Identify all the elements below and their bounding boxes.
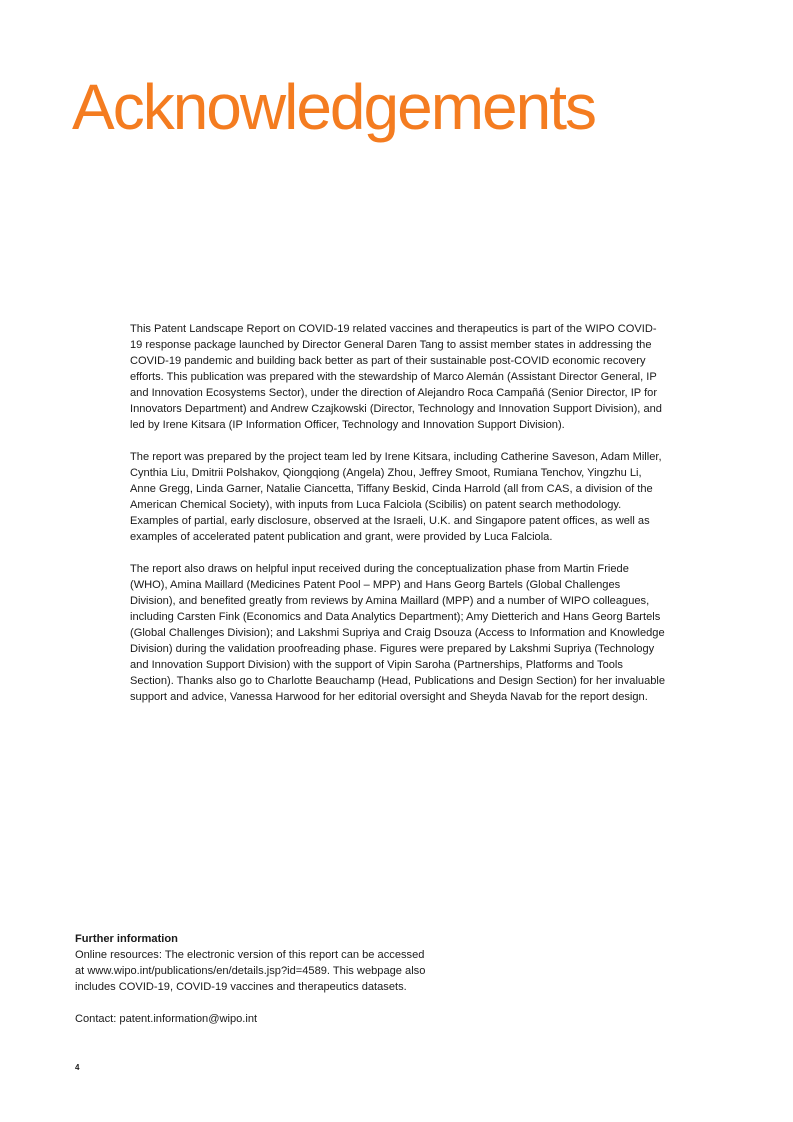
page-number: 4 (75, 1063, 80, 1072)
body-paragraph-3: The report also draws on helpful input received during the conceptualization phase from Martin Friede (WHO), Amina Maillard (Medicines Patent Pool – MPP) and Hans Georg Bartels (Global Challenges Division), and benefited greatly from reviews by Amina Maillard (MPP) and a number of WIPO colleagues, including Carsten Fink (Economics and Data Analytics Department); Amy Dietterich and Hans Georg Bartels (Global Challenges Division); and Lakshmi Supriya and Craig Dsouza (Access to Information and Knowledge Division) during the validation proofreading phase. Figures were prepared by Lakshmi Supriya (Technology and Innovation Support Division) with the support of Vipin Saroha (Partnerships, Platforms and Tools Section). Thanks also go to Charlotte Beauchamp (Head, Publications and Design Section) for her invaluable support and advice, Vanessa Harwood for her editorial oversight and Sheyda Navab for the report design. (130, 563, 666, 703)
further-information-text: Online resources: The electronic version of this report can be accessed at www.wipo.int/publications/en/details.jsp?id=4589. This webpage also includes COVID-19, COVID-19 vaccines and therapeutics datasets. (75, 949, 426, 993)
body-paragraph-2: The report was prepared by the project team led by Irene Kitsara, including Catherine Saveson, Adam Miller, Cynthia Liu, Dmitrii Polshakov, Qiongqiong (Angela) Zhou, Jeffrey Smoot, Rumiana Tenchov, Yingzhu Li, Anne Gregg, Linda Garner, Natalie Ciancetta, Tiffany Beskid, Cinda Harrold (all from CAS, a division of the American Chemical Society), with inputs from Luca Falciola (Scibilis) on patent search methodology. Examples of partial, early disclosure, observed at the Israeli, U.K. and Singapore patent offices, as well as examples of accelerated patent publication and grant, were provided by Luca Falciola. (130, 451, 662, 543)
acknowledgements-body (130, 321, 666, 721)
contact-info: Contact: patent.information@wipo.int (75, 1013, 258, 1025)
body-paragraph-1: This Patent Landscape Report on COVID-19 related vaccines and therapeutics is part of the WIPO COVID-19 response package launched by Director General Daren Tang to assist member states in addressing the COVID-19 pandemic and building back better as part of their sustainable post-COVID economic recovery efforts. This publication was prepared with the stewardship of Marco Alemán (Assistant Director General, IP and Innovation Ecosystems Sector), under the direction of Alejandro Roca Campañá (Senior Director, IP for Innovators Department) and Andrew Czajkowski (Director, Technology and Innovation Support Division), and led by Irene Kitsara (IP Information Officer, Technology and Innovation Support Division). (130, 323, 662, 431)
further-information-heading: Further information (75, 933, 178, 945)
further-information-section (75, 931, 435, 1027)
page-title: Acknowledgements (72, 71, 595, 143)
